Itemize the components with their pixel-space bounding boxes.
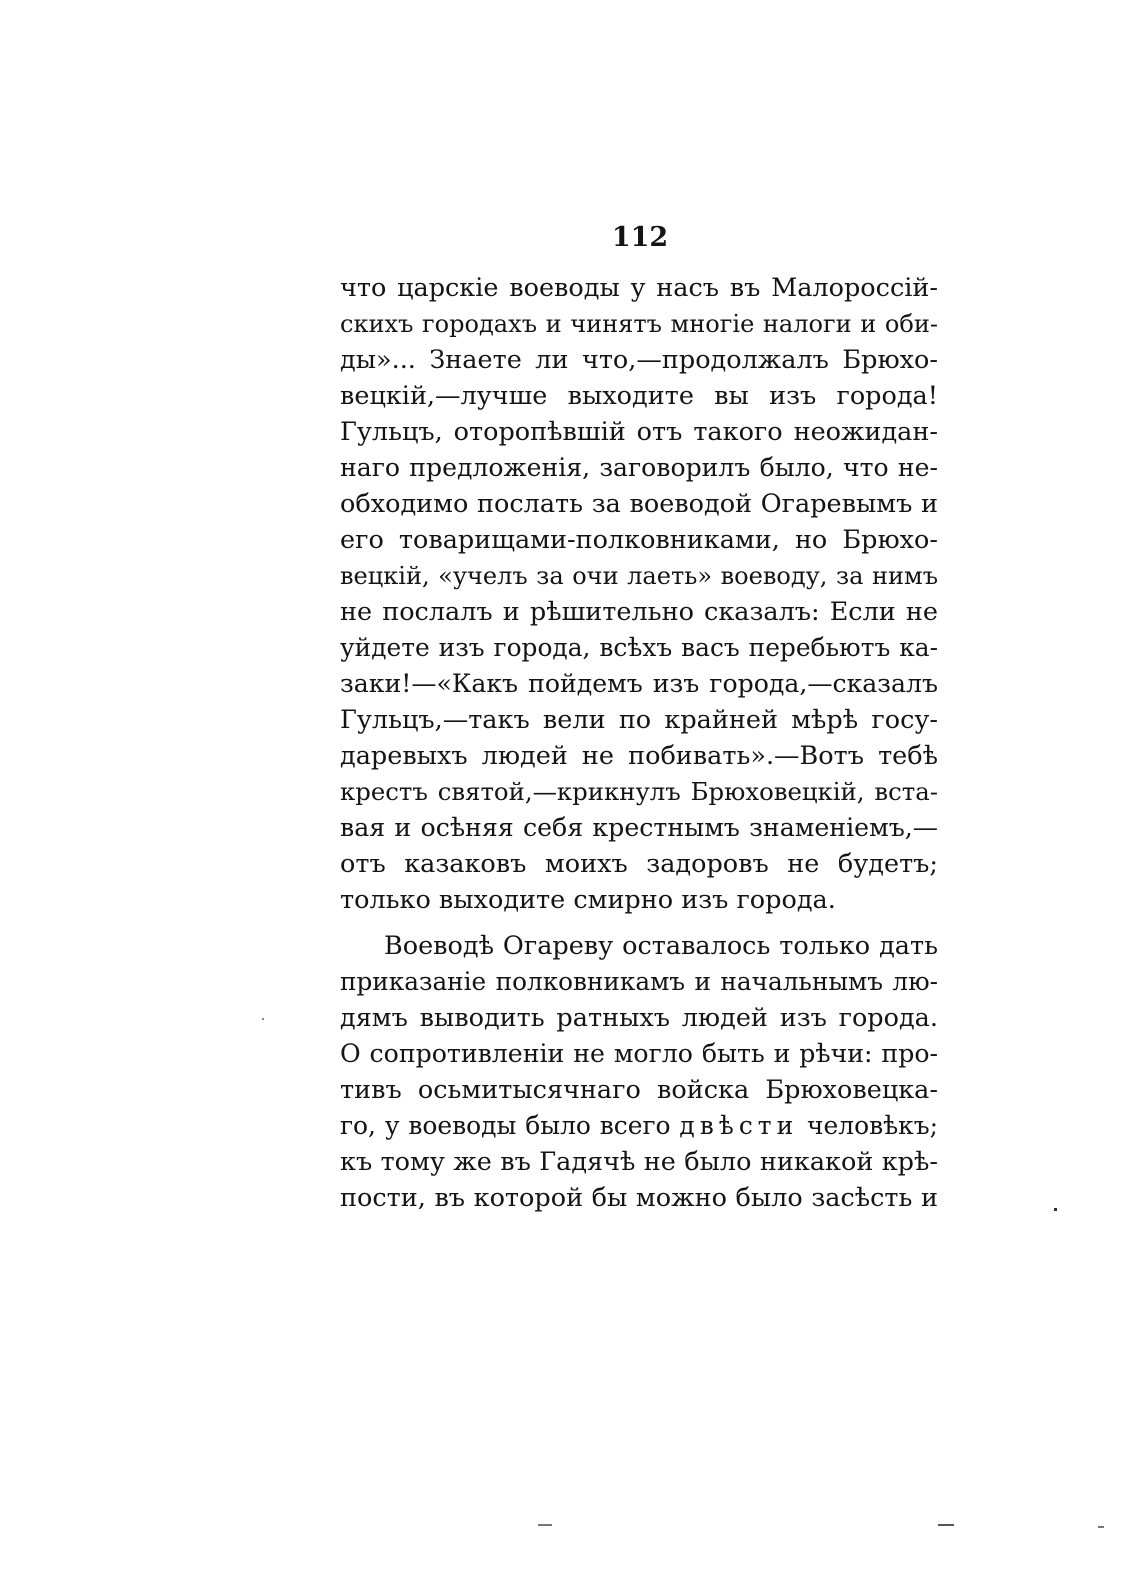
text-line: обходимо послать за воеводой Огаревымъ и bbox=[340, 489, 938, 519]
paragraph-gap bbox=[340, 918, 938, 928]
text-line: вецкій, «учелъ за очи лаеть» воеводу, за нимъ bbox=[340, 562, 938, 590]
text-line: Воеводѣ Огареву оставалось только дать bbox=[384, 931, 938, 961]
text-line: Гульцъ, оторопѣвшій отъ такого неожидан- bbox=[340, 417, 938, 447]
text-line: къ тому же въ Гадячѣ не было никакой крѣ- bbox=[340, 1147, 938, 1177]
page-number: 112 bbox=[611, 222, 669, 253]
text-line: ды»... Знаете ли что,—продолжалъ Брюхо- bbox=[340, 345, 938, 375]
scan-speck bbox=[262, 1018, 264, 1020]
text-line: Гульцъ,—такъ вели по крайней мѣрѣ госу- bbox=[340, 705, 938, 735]
text-segment: го, у воеводы было всего bbox=[340, 1111, 680, 1140]
text-line: тивъ осьмитысячнаго войска Брюховецка- bbox=[340, 1075, 938, 1105]
text-line: вецкій,—лучше выходите вы изъ города! bbox=[340, 381, 938, 411]
paragraph bbox=[340, 928, 938, 1216]
text-line: скихъ городахъ и чинятъ многіе налоги и оби- bbox=[340, 310, 938, 338]
text-line: только выходите смирно изъ города. bbox=[340, 885, 836, 915]
text-line: заки!—«Какъ пойдемъ изъ города,—сказалъ bbox=[340, 669, 938, 698]
text-line: крестъ святой,—крикнулъ Брюховецкій, вста- bbox=[340, 777, 938, 806]
scan-speck bbox=[1098, 1526, 1104, 1528]
scan-speck bbox=[1054, 1208, 1057, 1211]
scan-speck bbox=[938, 1524, 954, 1526]
text-line: его товарищами-полковниками, но Брюхо- bbox=[340, 525, 938, 555]
text-line: пости, въ которой бы можно было засѣсть и bbox=[340, 1183, 938, 1213]
body-text bbox=[340, 270, 938, 1216]
text-line: что царскіе воеводы у насъ въ Малороссій- bbox=[340, 273, 938, 303]
text-line: уйдете изъ города, всѣхъ васъ перебьютъ ка- bbox=[340, 633, 938, 662]
text-segment: человѣкъ; bbox=[798, 1111, 938, 1140]
text-line: О сопротивленіи не могло быть и рѣчи: про- bbox=[340, 1039, 938, 1068]
text-line: отъ казаковъ моихъ задоровъ не будетъ; bbox=[340, 849, 938, 879]
text-line: приказаніе полковникамъ и начальнымъ лю- bbox=[340, 967, 938, 996]
scan-speck bbox=[538, 1524, 552, 1526]
text-line: вая и осѣняя себя крестнымъ знаменіемъ,— bbox=[340, 813, 938, 842]
text-line bbox=[340, 1108, 938, 1144]
paragraph bbox=[340, 270, 938, 918]
text-line: дямъ выводить ратныхъ людей изъ города. bbox=[340, 1003, 938, 1033]
text-line: даревыхъ людей не побивать».—Вотъ тебѣ bbox=[340, 741, 938, 771]
text-line: наго предложенія, заговорилъ было, что не- bbox=[340, 453, 938, 482]
text-line: не послалъ и рѣшительно сказалъ: Если не bbox=[340, 597, 938, 627]
spaced-text: двѣсти bbox=[679, 1111, 799, 1140]
